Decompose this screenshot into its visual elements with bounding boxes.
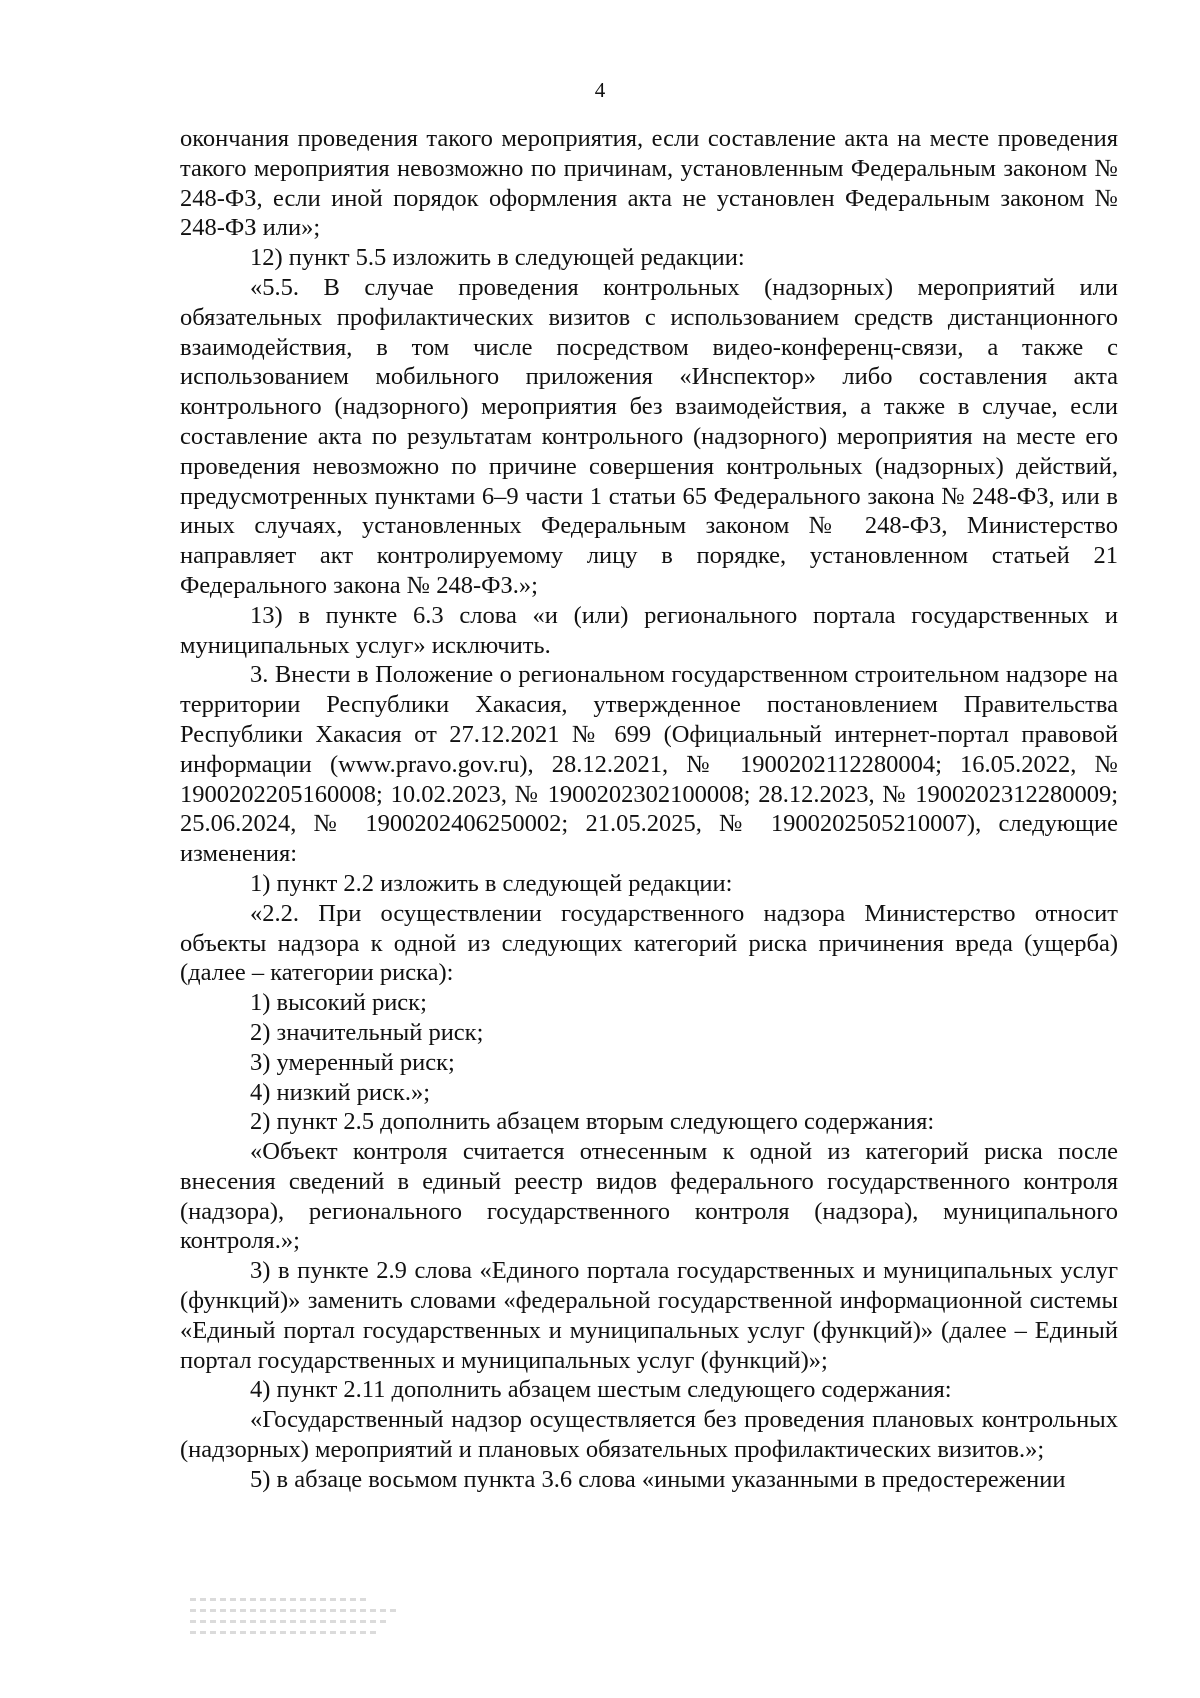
paragraph: 3. Внести в Положение о региональном государственном строительном надзоре на территории Республики Хакасия, утвержденное постановлением Правительства Республики Хакасия от 27.12.2021 № 699 (Официальный интернет-портал правовой информации (www.pravo.gov.ru), 28.12.2021, № 1900202112280004; 16.05.2022, № 1900202205160008; 10.02.2023, № 1900202302100008; 28.12.2023, № 1900202312280009; 25.06.2024, № 1900202406250002; 21.05.2025, № 1900202505210007), следующие изменения: xyxy=(180,661,1118,868)
paragraph: 5) в абзаце восьмом пункта 3.6 слова «иными указанными в предостережении xyxy=(250,1465,1066,1493)
paragraph: 13) в пункте 6.3 слова «и (или) регионального портала государственных и муниципальных услуг» исключить. xyxy=(180,601,1118,659)
list-item: 2) значительный риск; xyxy=(250,1018,484,1046)
document-body xyxy=(180,124,1118,1495)
paragraph: 1) пункт 2.2 изложить в следующей редакции: xyxy=(250,869,733,897)
page-number: 4 xyxy=(594,78,606,102)
paragraph: окончания проведения такого мероприятия, если составление акта на месте проведения такого мероприятия невозможно по причинам, установленным Федеральным законом № 248-ФЗ, если иной порядок оформления акта не установлен Федеральным законом № 248-ФЗ или»; xyxy=(180,125,1118,242)
paragraph: «5.5. В случае проведения контрольных (надзорных) мероприятий или обязательных профилактических визитов с использованием средств дистанционного взаимодействия, в том числе посредством видео-конференц-связи, а также с использованием мобильного приложения «Инспектор» либо составления акта контрольного (надзорного) мероприятия без взаимодействия, а также в случае, если составление акта по результатам контрольного (надзорного) мероприятия на месте его проведения невозможно по причине совершения контрольных (надзорных) действий, предусмотренных пунктами 6–9 части 1 статьи 65 Федерального закона № 248-ФЗ, или в иных случаях, установленных Федеральным законом № 248-ФЗ, Министерство направляет акт контролируемому лицу в порядке, установленном статьей 21 Федерального закона № 248-ФЗ.»; xyxy=(180,273,1118,599)
paragraph: «Государственный надзор осуществляется без проведения плановых контрольных (надзорных) мероприятий и плановых обязательных профилактических визитов.»; xyxy=(180,1406,1118,1464)
paragraph: 3) в пункте 2.9 слова «Единого портала государственных и муниципальных услуг (функций)» заменить словами «федеральной государственной информационной системы «Единый портал государственных и муниципальных услуг (функций)» (далее – Единый портал государственных и муниципальных услуг (функций)»; xyxy=(180,1257,1118,1374)
paragraph: 4) пункт 2.11 дополнить абзацем шестым следующего содержания: xyxy=(250,1376,952,1404)
paragraph: 12) пункт 5.5 изложить в следующей редакции: xyxy=(250,244,745,272)
list-item: 3) умеренный риск; xyxy=(250,1048,455,1076)
paragraph: «2.2. При осуществлении государственного надзора Министерство относит объекты надзора к одной из следующих категорий риска причинения вреда (ущерба) (далее – категории риска): xyxy=(180,899,1118,987)
paragraph: 2) пункт 2.5 дополнить абзацем вторым следующего содержания: xyxy=(250,1108,935,1136)
faded-stamp-mark xyxy=(190,1590,410,1670)
list-item: 4) низкий риск.»; xyxy=(250,1078,431,1106)
list-item: 1) высокий риск; xyxy=(250,989,427,1017)
paragraph: «Объект контроля считается отнесенным к одной из категорий риска после внесения сведений в единый реестр видов федерального государственного контроля (надзора), регионального государственного контроля (надзора), муниципального контроля.»; xyxy=(180,1138,1118,1255)
